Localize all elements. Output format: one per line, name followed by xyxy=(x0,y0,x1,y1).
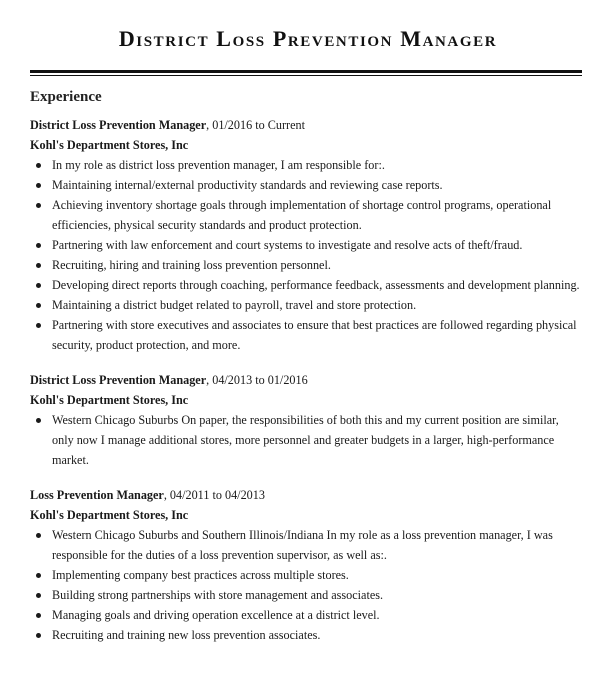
job-heading xyxy=(30,116,582,135)
bullet-icon xyxy=(36,418,41,423)
list-item xyxy=(30,410,582,470)
responsibility-list xyxy=(30,410,582,470)
job-title: District Loss Prevention Manager xyxy=(30,118,207,132)
job-title: Loss Prevention Manager xyxy=(30,488,164,502)
job-dates: , 01/2016 to Current xyxy=(206,118,305,132)
company-name: Kohl's Department Stores, Inc xyxy=(30,393,189,407)
list-item xyxy=(30,585,582,605)
bullet-text: Building strong partnerships with store management and associates. xyxy=(52,588,384,602)
list-item xyxy=(30,565,582,585)
bullet-text: Western Chicago Suburbs and Southern Illinois/Indiana In my role as a loss prevention manager, I was responsible for the duties of a loss prevention supervisor, as well as:. xyxy=(52,528,553,562)
bullet-icon xyxy=(36,323,41,328)
bullet-icon xyxy=(36,533,41,538)
bullet-text: Implementing company best practices across multiple stores. xyxy=(52,568,349,582)
bullet-text: Recruiting and training new loss prevention associates. xyxy=(52,628,321,642)
bullet-text: Managing goals and driving operation excellence at a district level. xyxy=(52,608,380,622)
list-item xyxy=(30,315,582,355)
bullet-text: Achieving inventory shortage goals through implementation of shortage control programs, operational efficiencies, physical security standards and product protection. xyxy=(52,198,552,232)
bullet-text: In my role as district loss prevention manager, I am responsible for:. xyxy=(52,158,385,172)
bullet-text: Developing direct reports through coaching, performance feedback, assessments and development planning. xyxy=(52,278,580,292)
bullet-icon xyxy=(36,303,41,308)
list-item xyxy=(30,195,582,235)
bullet-text: Maintaining a district budget related to payroll, travel and store protection. xyxy=(52,298,417,312)
bullet-text: Partnering with store executives and associates to ensure that best practices are followed regarding physical security, product protection, and more. xyxy=(52,318,577,352)
bullet-icon xyxy=(36,203,41,208)
responsibility-list xyxy=(30,155,582,355)
list-item xyxy=(30,255,582,275)
bullet-text: Maintaining internal/external productivity standards and reviewing case reports. xyxy=(52,178,443,192)
resume-name: District Loss Prevention Manager xyxy=(118,26,498,51)
list-item xyxy=(30,605,582,625)
list-item xyxy=(30,155,582,175)
bullet-icon xyxy=(36,593,41,598)
section-title: Experience xyxy=(30,89,102,105)
job-heading xyxy=(30,371,582,390)
job-list xyxy=(30,116,582,645)
company-name: Kohl's Department Stores, Inc xyxy=(30,508,189,522)
list-item xyxy=(30,175,582,195)
list-item xyxy=(30,625,582,645)
company-name: Kohl's Department Stores, Inc xyxy=(30,138,189,152)
bullet-icon xyxy=(36,263,41,268)
header-divider-thick xyxy=(30,70,582,73)
bullet-text: Recruiting, hiring and training loss prevention personnel. xyxy=(52,258,331,272)
header-divider-thin xyxy=(30,75,582,76)
list-item xyxy=(30,275,582,295)
bullet-text: Western Chicago Suburbs On paper, the responsibilities of both this and my current position are similar, only now I manage additional stores, more personnel and greater budgets in a larger, high-performance market. xyxy=(52,413,559,467)
bullet-icon xyxy=(36,283,41,288)
bullet-icon xyxy=(36,613,41,618)
bullet-icon xyxy=(36,183,41,188)
job-dates: , 04/2013 to 01/2016 xyxy=(206,373,308,387)
bullet-icon xyxy=(36,243,41,248)
job-entry xyxy=(30,116,582,355)
job-dates: , 04/2011 to 04/2013 xyxy=(163,488,265,502)
bullet-icon xyxy=(36,163,41,168)
bullet-text: Partnering with law enforcement and court systems to investigate and resolve acts of theft/fraud. xyxy=(52,238,523,252)
list-item xyxy=(30,295,582,315)
job-entry xyxy=(30,486,582,645)
experience-section xyxy=(30,89,582,661)
bullet-icon xyxy=(36,633,41,638)
job-entry xyxy=(30,371,582,470)
job-title: District Loss Prevention Manager xyxy=(30,373,207,387)
list-item xyxy=(30,525,582,565)
list-item xyxy=(30,235,582,255)
job-heading xyxy=(30,486,582,505)
responsibility-list xyxy=(30,525,582,645)
bullet-icon xyxy=(36,573,41,578)
